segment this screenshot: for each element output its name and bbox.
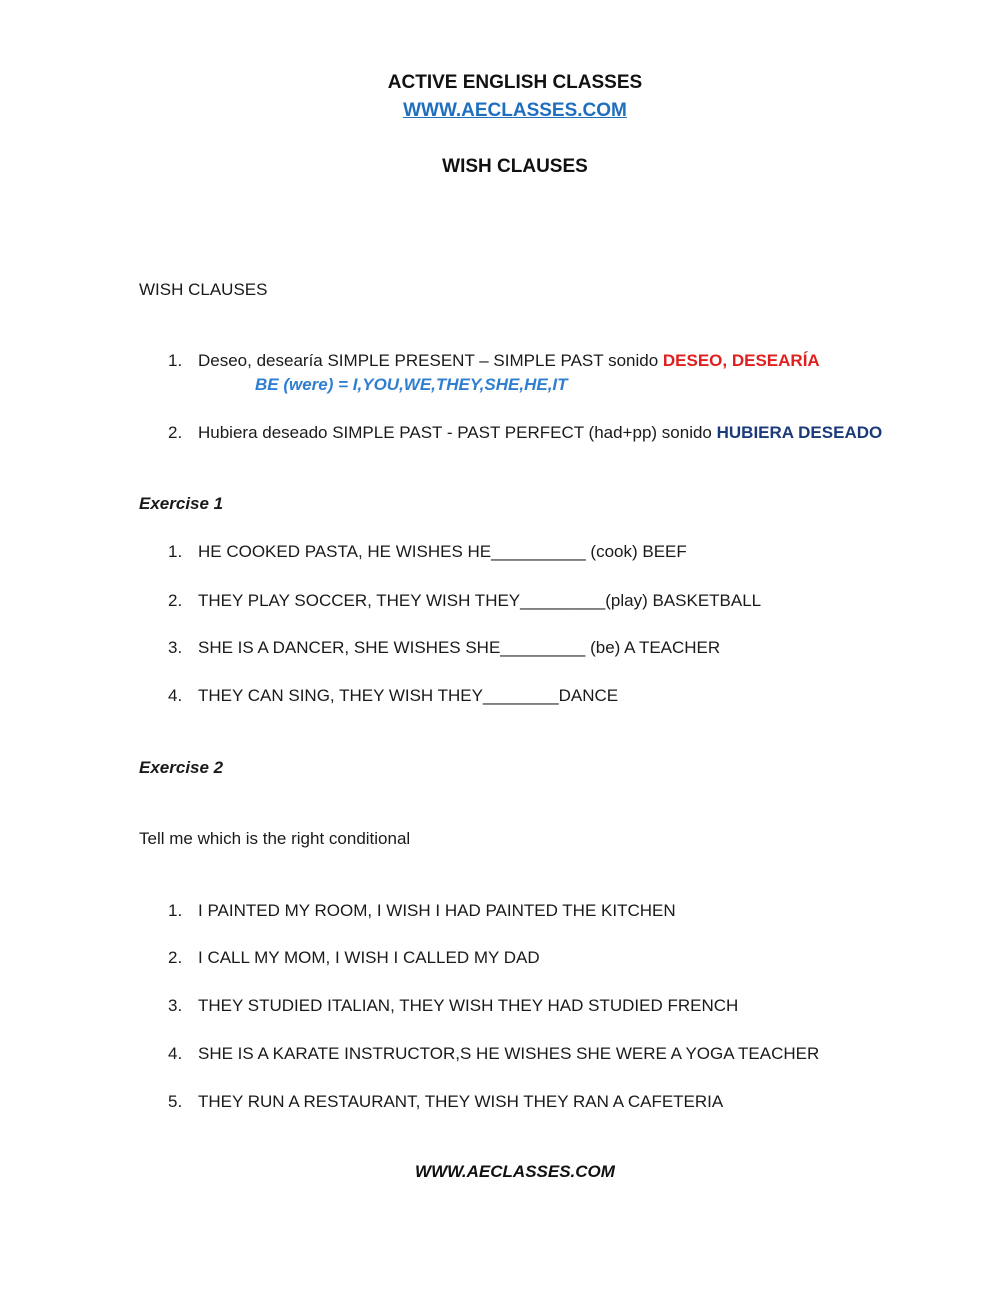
list-item-number: 2. — [168, 948, 183, 967]
exercise-1-item: HE COOKED PASTA, HE WISHES HE__________ (cook) BEEF — [198, 542, 687, 561]
exercise-1-item: THEY CAN SING, THEY WISH THEY________DANCE — [198, 686, 619, 705]
exercise-2-item: THEY STUDIED ITALIAN, THEY WISH THEY HAD STUDIED FRENCH — [198, 996, 739, 1015]
document-subtitle: WISH CLAUSES — [442, 156, 588, 177]
exercise-1-item: SHE IS A DANCER, SHE WISHES SHE_________ (be) A TEACHER — [198, 638, 721, 657]
document-title: ACTIVE ENGLISH CLASSES — [387, 72, 643, 93]
list-item-number: 4. — [168, 1044, 183, 1063]
exercise-1-item: THEY PLAY SOCCER, THEY WISH THEY_________(play) BASKETBALL — [198, 591, 762, 610]
rule-number: 1. — [168, 351, 183, 370]
rule-1-note: BE (were) = I,YOU,WE,THEY,SHE,HE,IT — [255, 375, 568, 394]
rule-number: 2. — [168, 423, 183, 442]
rule-1-text: Deseo, desearía SIMPLE PRESENT – SIMPLE PAST sonido — [198, 351, 663, 370]
list-item-number: 1. — [168, 542, 183, 561]
list-item-number: 5. — [168, 1092, 183, 1111]
exercise-2-heading: Exercise 2 — [139, 758, 224, 777]
list-item-number: 4. — [168, 686, 183, 705]
exercise-2-item: I CALL MY MOM, I WISH I CALLED MY DAD — [198, 948, 540, 967]
rule-1-emphasis: DESEO, DESEARÍA — [662, 351, 820, 370]
exercise-2-instruction: Tell me which is the right conditional — [139, 829, 411, 848]
list-item-number: 1. — [168, 901, 183, 920]
rule-1 — [198, 351, 820, 371]
list-item-number: 3. — [168, 638, 183, 657]
exercise-1-heading: Exercise 1 — [139, 494, 224, 513]
rule-2-emphasis: HUBIERA DESEADO — [716, 423, 883, 442]
rule-2-text: Hubiera deseado SIMPLE PAST - PAST PERFECT (had+pp) sonido — [198, 423, 717, 442]
list-item-number: 3. — [168, 996, 183, 1015]
footer-website: WWW.AECLASSES.COM — [415, 1162, 615, 1181]
section-label: WISH CLAUSES — [139, 280, 268, 299]
rule-2 — [198, 423, 882, 443]
exercise-2-item: I PAINTED MY ROOM, I WISH I HAD PAINTED THE KITCHEN — [198, 901, 676, 920]
website-link[interactable]: WWW.AECLASSES.COM — [403, 100, 627, 121]
exercise-2-item: THEY RUN A RESTAURANT, THEY WISH THEY RAN A CAFETERIA — [198, 1092, 724, 1111]
list-item-number: 2. — [168, 591, 183, 610]
exercise-2-item: SHE IS A KARATE INSTRUCTOR,S HE WISHES SHE WERE A YOGA TEACHER — [198, 1044, 820, 1063]
